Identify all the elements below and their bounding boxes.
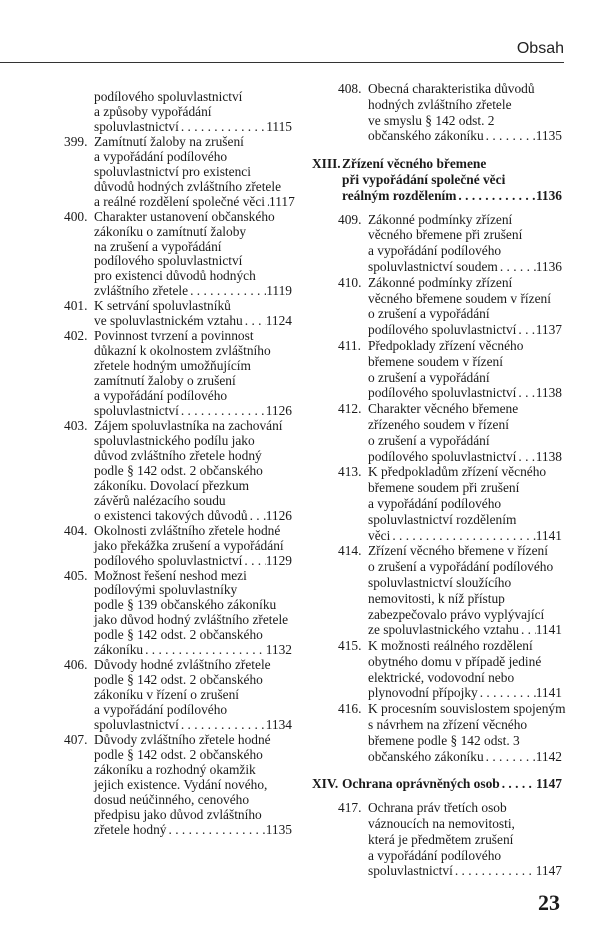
entry-text-line: zřetele hodný (94, 821, 167, 837)
entry-text-line: plynovodní přípojky (368, 685, 478, 701)
toc-right-column (312, 81, 566, 879)
entry-text-line: Zákonné podmínky zřízení (368, 274, 513, 290)
entry-text-line: o zrušení a vypořádání (368, 432, 490, 448)
entry-number: 414. (338, 543, 362, 559)
entry-page-number: 1141 (535, 622, 562, 638)
dot-leader (478, 685, 536, 701)
entry-text-line: důvodů hodných zvláštního zřetele (94, 178, 282, 194)
entry-last-line (368, 322, 562, 338)
toc-entry[interactable] (64, 658, 292, 733)
dot-leader (516, 385, 535, 401)
entry-text-line: K setrvání spoluvlastníků (94, 298, 231, 314)
entry-text-line: podílového spoluvlastnictví (94, 89, 243, 104)
entry-text-line: a vypořádání podílového (368, 495, 502, 511)
entry-page-number: 1135 (535, 128, 562, 144)
entry-page-number: 1138 (535, 448, 562, 464)
entry-last-line (94, 823, 292, 838)
dot-leader (188, 284, 266, 299)
entry-number: 416. (338, 701, 362, 717)
entry-text-line: o zrušení a vypořádání (368, 369, 490, 385)
dot-leader (453, 863, 536, 879)
toc-entry[interactable] (338, 338, 562, 401)
dot-leader (516, 449, 535, 465)
entry-text-line: a vypořádání podílového (368, 847, 502, 863)
entry-text-line: spoluvlastnictví (94, 717, 179, 733)
entry-text-line: Ochrana oprávněných osob (342, 776, 500, 792)
entry-text-line: spoluvlastnictví sloužícího (368, 574, 512, 590)
entry-text-line: zřetele hodným umožňujícím (94, 358, 251, 374)
toc-entry[interactable] (64, 299, 292, 329)
entry-last-line (94, 404, 292, 419)
entry-text-line: K možnosti reálného rozdělení (368, 638, 533, 654)
entry-text-line: podle § 142 odst. 2 občanského (94, 627, 263, 643)
toc-entry[interactable] (64, 524, 292, 569)
entry-page-number: 1138 (535, 385, 562, 401)
entry-text-line: nemovitosti, k níž přístup (368, 590, 505, 606)
entry-text-line: a reálné rozdělení společné věci (94, 193, 266, 209)
entry-last-line (368, 259, 562, 275)
entry-number: 399. (64, 133, 88, 149)
entry-page-number: 1147 (535, 863, 562, 879)
entry-text-line: břemene soudem v řízení (368, 353, 503, 369)
dot-leader (519, 622, 536, 638)
entry-text-line: zákoníku v řízení o zrušení (94, 687, 240, 703)
entry-text-line: o existenci takových důvodů (94, 507, 248, 523)
entry-text-line: K předpokladům zřízení věcného (368, 464, 547, 480)
entry-number: XIII. (312, 156, 341, 172)
entry-text-line: věci (368, 527, 391, 543)
toc-entry[interactable] (64, 133, 295, 210)
entry-text-line: důvod zvláštního zřetele hodný (94, 447, 262, 463)
entry-text-line: ve spoluvlastnickém vztahu (94, 313, 243, 329)
entry-last-line (342, 188, 562, 204)
entry-text-line: Důvody zvláštního zřetele hodné (94, 731, 271, 747)
dot-leader (498, 259, 536, 275)
toc-entry[interactable] (338, 638, 562, 701)
entry-text-line: zákoníku. Dovolací přezkum (94, 477, 250, 493)
entry-last-line (368, 622, 562, 638)
toc-left-column (64, 89, 295, 838)
entry-text-line: Předpoklady zřízení věcného (368, 337, 524, 353)
entry-page-number: 1124 (265, 313, 292, 329)
toc-section-heading[interactable] (312, 776, 562, 792)
dot-leader (179, 718, 266, 733)
entry-text-line: obytného domu v případě jediné (368, 653, 542, 669)
toc-entry[interactable] (64, 419, 292, 524)
entry-page-number: 1126 (265, 507, 292, 523)
entry-number: 413. (338, 464, 362, 480)
entry-last-line (94, 120, 292, 135)
entry-last-line (94, 509, 292, 524)
entry-text-line: Důvody hodné zvláštního zřetele (94, 657, 271, 673)
entry-text-line: spoluvlastnictví (94, 118, 179, 134)
entry-page-number: 1142 (535, 748, 562, 764)
entry-text-line: spoluvlastnictví rozdělením (368, 511, 517, 527)
entry-text-line: Zamítnutí žaloby na zrušení (94, 133, 244, 149)
entry-text-line: podle § 142 odst. 2 občanského (94, 462, 263, 478)
toc-entry[interactable] (64, 569, 292, 659)
entry-text-line: Charakter ustanovení občanského (94, 208, 275, 224)
entry-page-number: 1117 (269, 193, 295, 209)
entry-text-line: podílovými spoluvlastníky (94, 582, 238, 598)
dot-leader (179, 120, 266, 135)
entry-last-line (368, 749, 562, 765)
entry-page-number: 1136 (535, 187, 562, 203)
entry-number: 406. (64, 657, 88, 673)
entry-last-line (342, 776, 562, 792)
entry-text-line: zřízeného soudem v řízení (368, 416, 509, 432)
entry-last-line (94, 643, 292, 658)
dot-leader (248, 509, 266, 524)
entry-last-line (368, 685, 562, 701)
entry-number: 409. (338, 211, 362, 227)
dot-leader (243, 314, 266, 329)
entry-text-line: věcného břemene soudem v řízení (368, 290, 551, 306)
entry-text-line: podílového spoluvlastnictví (94, 253, 243, 269)
toc-entry[interactable] (338, 701, 566, 764)
entry-text-line: zákoníku a rozhodný okamžik (94, 761, 256, 777)
dot-leader (242, 554, 265, 569)
toc-entry[interactable] (338, 401, 562, 464)
entry-text-line: spoluvlastnictví pro existenci (94, 163, 251, 179)
entry-text-line: věcného břemene při zrušení (368, 227, 523, 243)
entry-number: 400. (64, 208, 88, 224)
entry-last-line (368, 449, 562, 465)
toc-entry[interactable] (338, 275, 562, 338)
entry-text-line: a vypořádání podílového (94, 148, 228, 164)
toc-entry[interactable] (338, 543, 562, 638)
toc-entry[interactable] (64, 210, 292, 300)
entry-text-line: hodných zvláštního zřetele (368, 96, 512, 112)
entry-text-line: pro existenci důvodů hodných (94, 268, 256, 284)
entry-text-line: předpisu jako důvod zvláštního (94, 806, 262, 822)
dot-leader (516, 322, 535, 338)
entry-text-line: jako překážka zrušení a vypořádání (94, 537, 284, 553)
entry-page-number: 1119 (266, 283, 292, 299)
entry-page-number: 1141 (535, 685, 562, 701)
entry-text-line: reálným rozdělením (342, 187, 457, 203)
entry-text-line: s návrhem na zřízení věcného (368, 717, 528, 733)
toc-entry[interactable] (338, 81, 562, 144)
entry-last-line (368, 128, 562, 144)
entry-page-number: 1132 (265, 642, 292, 658)
entry-page-number: 1115 (266, 118, 292, 134)
entry-last-line (368, 385, 562, 401)
entry-text-line: K procesním souvislostem spojeným (368, 701, 566, 717)
entry-text-line: Okolnosti zvláštního zřetele hodné (94, 522, 281, 538)
entry-number: 405. (64, 567, 88, 583)
entry-text-line: Charakter věcného břemene (368, 401, 519, 417)
entry-text-line: podílového spoluvlastnictví (368, 322, 517, 338)
entry-text-line: a vypořádání podílového (94, 702, 228, 718)
entry-text-line: spoluvlastnického podílu jako (94, 432, 255, 448)
entry-text-line: občanského zákoníku (368, 748, 484, 764)
entry-text-line: Zřízení věcného břemene v řízení (368, 543, 548, 559)
dot-leader (484, 749, 536, 765)
entry-last-line (94, 314, 292, 329)
entry-last-line (94, 718, 292, 733)
entry-text-line: při vypořádání společné věci (342, 171, 506, 187)
entry-number: 403. (64, 417, 88, 433)
entry-text-line: Možnost řešení neshod mezi (94, 567, 247, 583)
entry-text-line: jejich existence. Vydání nového, (94, 776, 268, 792)
page-number: 23 (538, 890, 560, 915)
entry-page-number: 1136 (535, 258, 562, 274)
entry-text-line: závěrů nalézacího soudu (94, 492, 226, 508)
entry-text-line: dosud neúčinného, cenového (94, 791, 250, 807)
entry-text-line: ze spoluvlastnického vztahu (368, 622, 519, 638)
entry-text-line: břemene soudem při zrušení (368, 480, 520, 496)
entry-text-line: podle § 142 odst. 2 občanského (94, 746, 263, 762)
entry-text-line: zvláštního zřetele (94, 283, 189, 299)
entry-text-line: a vypořádání podílového (368, 243, 502, 259)
entry-text-line: spoluvlastnictví (94, 403, 179, 419)
dot-leader (500, 776, 536, 792)
entry-text-line: o zrušení a vypořádání podílového (368, 559, 554, 575)
entry-text-line: podílového spoluvlastnictví (368, 385, 517, 401)
entry-text-line: zákoníku (94, 642, 144, 658)
dot-leader (143, 643, 266, 658)
toc-entry[interactable] (64, 90, 292, 135)
toc-entry[interactable] (64, 329, 292, 419)
entry-text-line: a vypořádání podílového (94, 388, 228, 404)
entry-last-line (94, 193, 295, 210)
entry-text-line: podílového spoluvlastnictví (94, 552, 243, 568)
entry-text-line: občanského zákoníku (368, 128, 484, 144)
entry-page-number: 1137 (535, 322, 562, 338)
running-header (0, 38, 564, 63)
entry-text-line: spoluvlastnictví (368, 863, 453, 879)
entry-number: 412. (338, 401, 362, 417)
entry-text-line: která je předmětem zrušení (368, 831, 514, 847)
entry-last-line (94, 554, 292, 569)
entry-last-line (368, 528, 562, 544)
entry-text-line: na zrušení a vypořádání (94, 238, 222, 254)
entry-number: 410. (338, 274, 362, 290)
entry-text-line: spoluvlastnictví soudem (368, 258, 498, 274)
entry-text-line: ve smyslu § 142 odst. 2 (368, 112, 495, 128)
toc-entry[interactable] (338, 464, 562, 543)
entry-page-number: 1129 (265, 552, 292, 568)
entry-number: 411. (338, 337, 361, 353)
entry-page-number: 1135 (265, 821, 292, 837)
toc-section-heading[interactable] (312, 156, 562, 203)
entry-number: 417. (338, 800, 362, 816)
entry-text-line: o zrušení a vypořádání (368, 306, 490, 322)
entry-text-line: Povinnost tvrzení a povinnost (94, 328, 254, 344)
entry-text-line: břemene podle § 142 odst. 3 (368, 732, 520, 748)
entry-number: XIV. (312, 776, 339, 792)
entry-number: 415. (338, 638, 362, 654)
entry-text-line: jako důvod hodný zvláštního zřetele (94, 612, 289, 628)
entry-page-number: 1141 (535, 527, 562, 543)
toc-entry[interactable] (338, 212, 562, 275)
entry-last-line (94, 284, 292, 299)
entry-number: 408. (338, 81, 362, 96)
entry-page-number: 1134 (265, 717, 292, 733)
entry-text-line: zabezpečovalo právo vyplývající (368, 606, 545, 622)
entry-text-line: Zřízení věcného břemene (342, 156, 487, 172)
entry-text-line: podle § 139 občanského zákoníku (94, 597, 277, 613)
entry-page-number: 1147 (535, 776, 562, 792)
entry-page-number: 1126 (265, 403, 292, 419)
toc-entry[interactable] (338, 800, 562, 879)
entry-text-line: zákoníku o zamítnutí žaloby (94, 223, 247, 239)
entry-number: 401. (64, 298, 88, 314)
dot-leader (390, 528, 535, 544)
entry-text-line: elektrické, vodovodní nebo (368, 669, 515, 685)
entry-text-line: Zájem spoluvlastníka na zachování (94, 417, 283, 433)
toc-entry[interactable] (64, 733, 292, 838)
entry-text-line: Zákonné podmínky zřízení (368, 211, 513, 227)
entry-text-line: podílového spoluvlastnictví (368, 448, 517, 464)
dot-leader (167, 823, 266, 838)
entry-text-line: a způsoby vypořádání (94, 103, 212, 119)
entry-text-line: váznoucích na nemovitosti, (368, 816, 515, 832)
entry-text-line: podle § 142 odst. 2 občanského (94, 672, 263, 688)
entry-text-line: Obecná charakteristika důvodů (368, 81, 535, 96)
entry-text-line: důkazní k okolnostem zvláštního (94, 343, 271, 359)
entry-number: 402. (64, 328, 88, 344)
header-title: Obsah (516, 40, 564, 57)
entry-last-line (368, 863, 562, 879)
dot-leader (484, 128, 536, 144)
dot-leader (179, 404, 266, 419)
entry-number: 407. (64, 731, 88, 747)
entry-number: 404. (64, 522, 88, 538)
entry-text-line: zamítnutí žaloby o zrušení (94, 373, 236, 389)
dot-leader (456, 188, 536, 204)
entry-text-line: Ochrana práv třetích osob (368, 800, 507, 816)
